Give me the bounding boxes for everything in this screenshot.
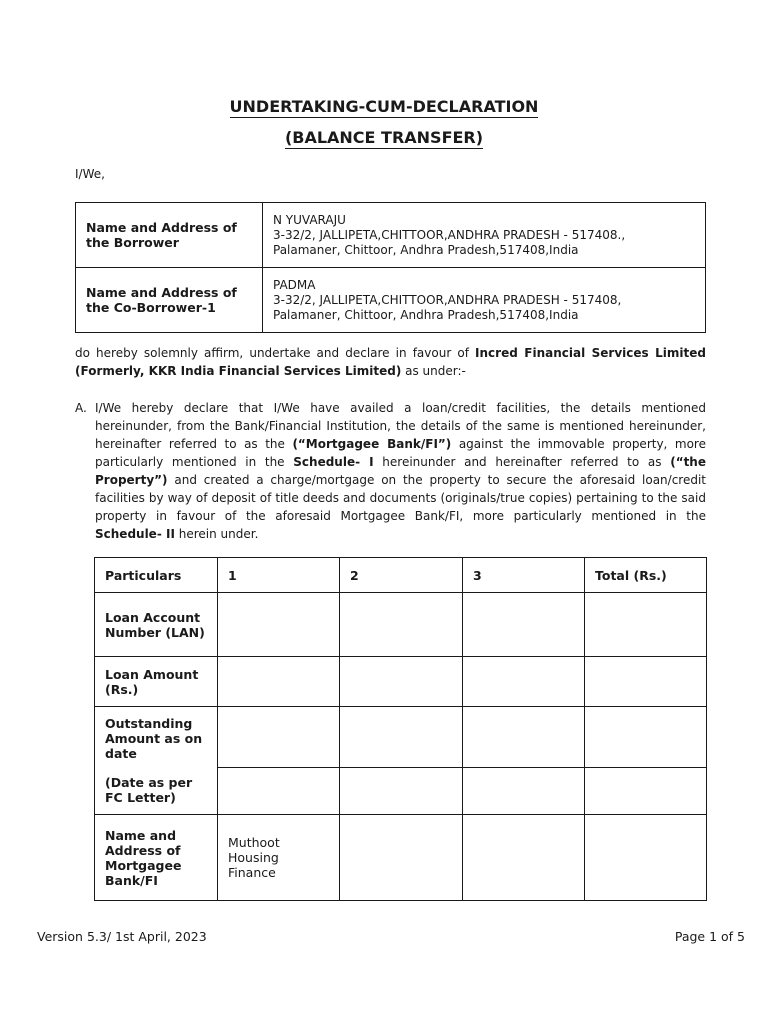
table-row	[95, 707, 707, 768]
table-cell	[463, 815, 585, 901]
salutation: I/We,	[75, 167, 105, 181]
header-total: Total (Rs.)	[585, 558, 707, 593]
table-cell	[340, 707, 463, 768]
table-cell	[218, 657, 340, 707]
intro-paragraph: do hereby solemnly affirm, undertake and declare in favour of Incred Financial Services Limited (Formerly, KKR India Financial Services Limited) as under:-	[75, 346, 706, 378]
borrower-row	[76, 203, 706, 268]
co-borrower-name: PADMA	[273, 277, 316, 292]
outstanding-note: (Date as per FC Letter)	[105, 775, 193, 805]
table-cell	[463, 593, 585, 657]
document-title: UNDERTAKING-CUM-DECLARATION	[229, 97, 539, 116]
table-cell	[340, 657, 463, 707]
table-cell	[463, 657, 585, 707]
row-label-mortgagee: Name and Address of Mortgagee Bank/FI	[95, 815, 218, 901]
co-borrower-label: Name and Address of the Co-Borrower-1	[76, 268, 263, 333]
table-cell	[463, 768, 585, 815]
table-cell	[218, 707, 340, 768]
document-subtitle: (BALANCE TRANSFER)	[284, 128, 484, 147]
table-row	[95, 593, 707, 657]
borrower-details	[263, 203, 706, 268]
table-cell	[585, 768, 707, 815]
borrower-address-line2: Palamaner, Chittoor, Andhra Pradesh,517408,India	[273, 242, 579, 257]
table-cell	[340, 593, 463, 657]
mortgagee-value-1: Muthoot Housing Finance	[218, 815, 340, 901]
row-label-amount: Loan Amount (Rs.)	[95, 657, 218, 707]
table-cell	[585, 593, 707, 657]
table-header-row	[95, 558, 707, 593]
borrower-name: N YUVARAJU	[273, 212, 346, 227]
co-borrower-details	[263, 268, 706, 333]
table-cell	[585, 707, 707, 768]
clause-a-marker: A.	[75, 401, 87, 415]
borrower-address-line1: 3-32/2, JALLIPETA,CHITTOOR,ANDHRA PRADESH - 517408.,	[273, 227, 626, 242]
header-col-1: 1	[218, 558, 340, 593]
co-borrower-address-line2: Palamaner, Chittoor, Andhra Pradesh,517408,India	[273, 307, 579, 322]
table-cell	[218, 593, 340, 657]
table-row	[95, 815, 707, 901]
co-borrower-row	[76, 268, 706, 333]
header-col-2: 2	[340, 558, 463, 593]
footer-version: Version 5.3/ 1st April, 2023	[37, 929, 207, 944]
co-borrower-address-line1: 3-32/2, JALLIPETA,CHITTOOR,ANDHRA PRADESH - 517408,	[273, 292, 622, 307]
clause-a	[75, 399, 706, 543]
table-cell	[463, 707, 585, 768]
table-row	[95, 657, 707, 707]
header-col-3: 3	[463, 558, 585, 593]
company-name: Incred Financial Services Limited (Formerly, KKR India Financial Services Limited)	[75, 346, 706, 378]
particulars-table	[94, 557, 707, 901]
parties-table	[75, 202, 706, 333]
table-cell	[585, 815, 707, 901]
table-cell	[340, 815, 463, 901]
borrower-label: Name and Address of the Borrower	[76, 203, 263, 268]
header-particulars: Particulars	[95, 558, 218, 593]
table-cell	[218, 768, 340, 815]
row-label-outstanding: Outstanding Amount as on date (Date as per FC Letter)	[95, 707, 218, 815]
clause-a-body: I/We hereby declare that I/We have availed a loan/credit facilities, the details mentioned hereinunder, from the Bank/Financial Institution, the details of the same is mentioned hereinunder, hereinafter referred to as the (“Mortgagee Bank/FI”) against the immovable property, more particularly mentioned in the Schedule- I hereinunder and hereinafter referred to as (“the Property”) and created a charge/mortgage on the property to secure the aforesaid loan/credit facilities by way of deposit of title deeds and documents (originals/true copies) pertaining to the said property in favour of the aforesaid Mortgagee Bank/FI, more particularly mentioned in the Schedule- II herein under.	[95, 401, 706, 541]
table-cell	[340, 768, 463, 815]
table-cell	[585, 657, 707, 707]
row-label-lan: Loan Account Number (LAN)	[95, 593, 218, 657]
footer-page-number: Page 1 of 5	[674, 929, 745, 944]
